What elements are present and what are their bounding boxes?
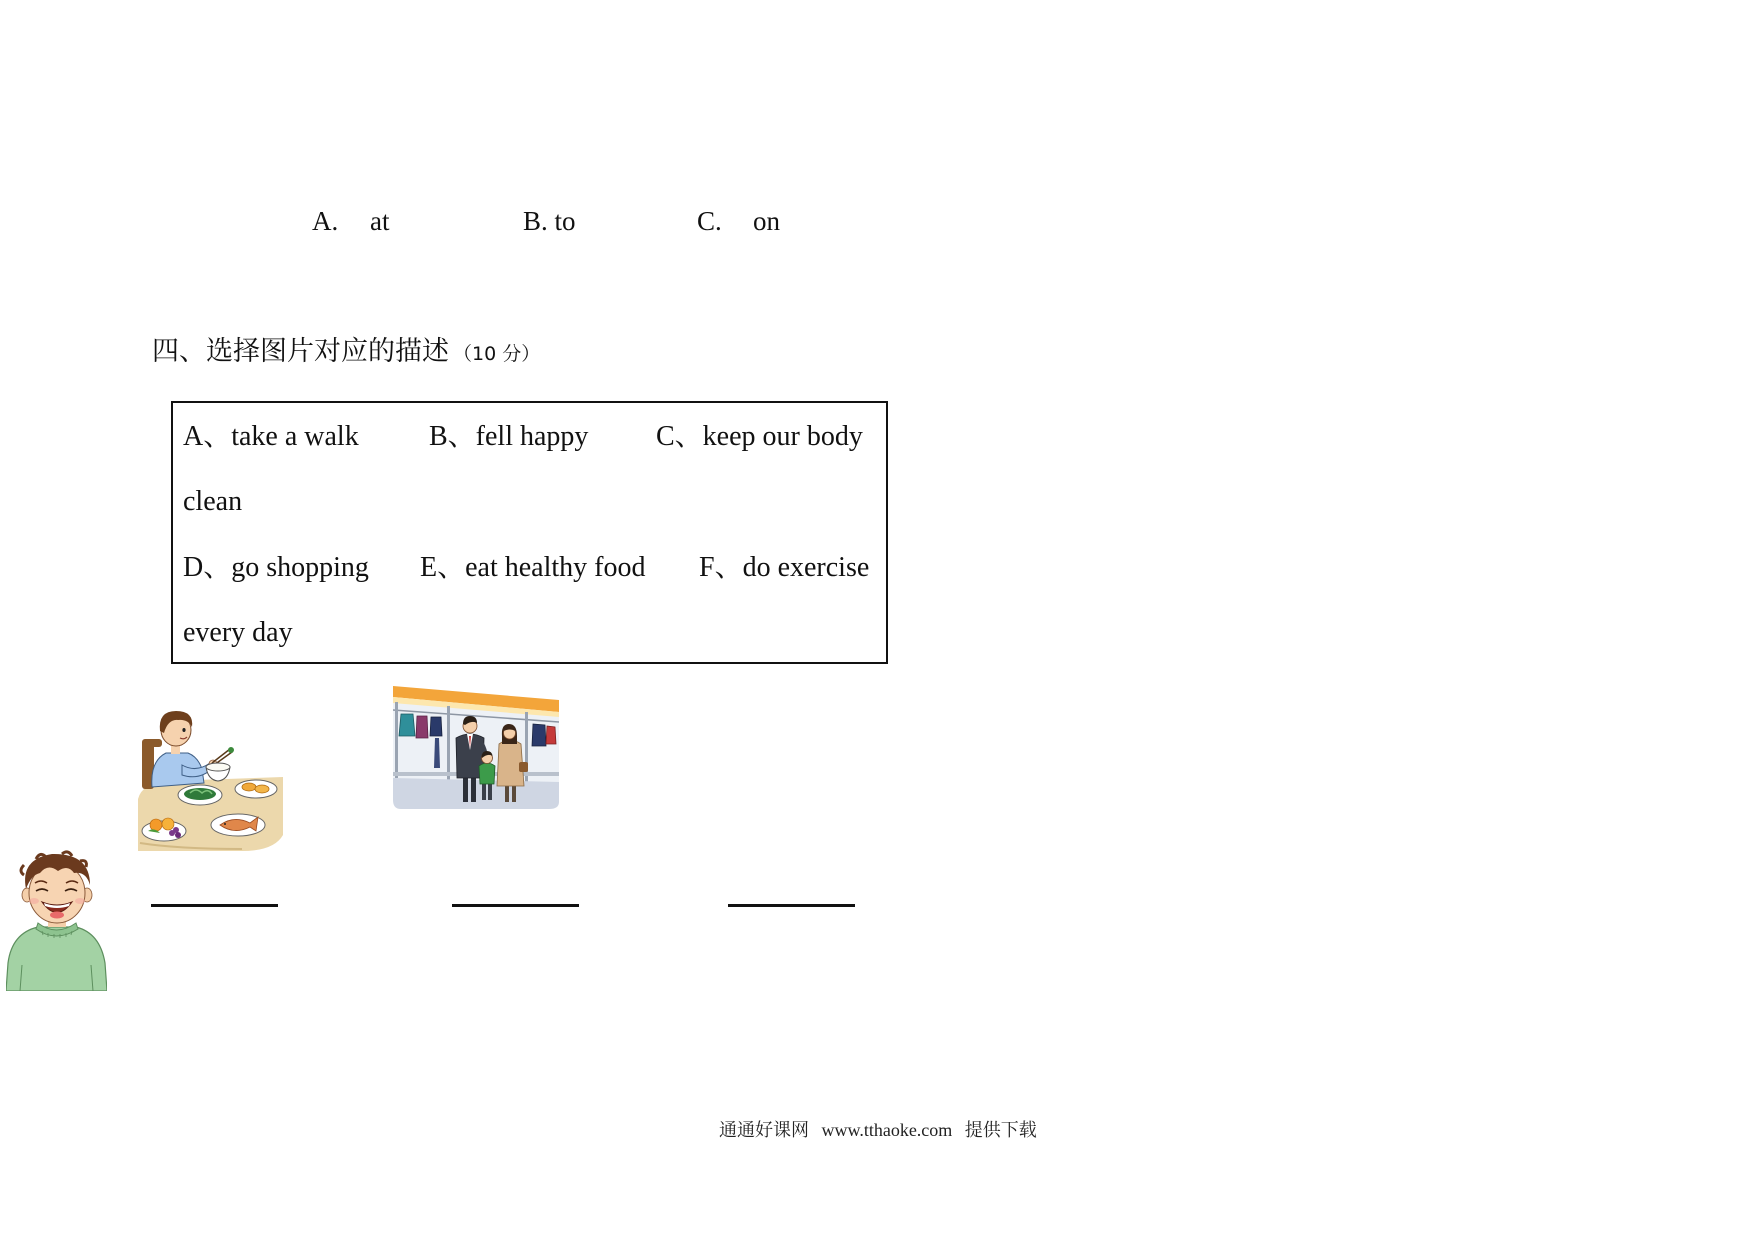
choice-d: D、go shopping [183, 552, 369, 583]
choice-b: B、fell happy [429, 421, 589, 452]
choice-c-continued: clean [183, 486, 243, 517]
section-score: （10 分） [453, 343, 541, 365]
choice-f: F、do exercise [699, 552, 870, 583]
section-title: 四、选择图片对应的描述 [152, 336, 449, 367]
rice-bowl [206, 763, 230, 781]
choice-c: C、keep our body [656, 421, 863, 452]
smiling-boy-picture [6, 849, 107, 991]
answer-blank-2 [452, 904, 579, 907]
page-footer: 通通好课网 www.tthaoke.com 提供下载 [719, 1120, 1037, 1140]
option-c-label: C. [697, 206, 722, 236]
shopping-picture [393, 686, 559, 809]
boy-figure [152, 711, 217, 787]
option-b: B. to [523, 206, 576, 236]
choice-f-continued: every day [183, 617, 293, 648]
choices-box [171, 401, 888, 664]
green-sweater [6, 923, 107, 991]
boy-face [21, 852, 92, 927]
answer-blank-1 [151, 904, 278, 907]
bread-plate [235, 780, 277, 798]
option-a-label: A. [312, 206, 339, 236]
answer-blank-3 [728, 904, 855, 907]
vegetable-plate [178, 785, 222, 805]
option-c-text: on [753, 206, 780, 236]
fish-plate [211, 814, 265, 836]
option-a-text: at [370, 206, 390, 236]
choice-a: A、take a walk [183, 421, 359, 452]
choice-e: E、eat healthy food [420, 552, 646, 583]
section-heading [152, 336, 540, 370]
boy-eating-picture [138, 703, 283, 851]
